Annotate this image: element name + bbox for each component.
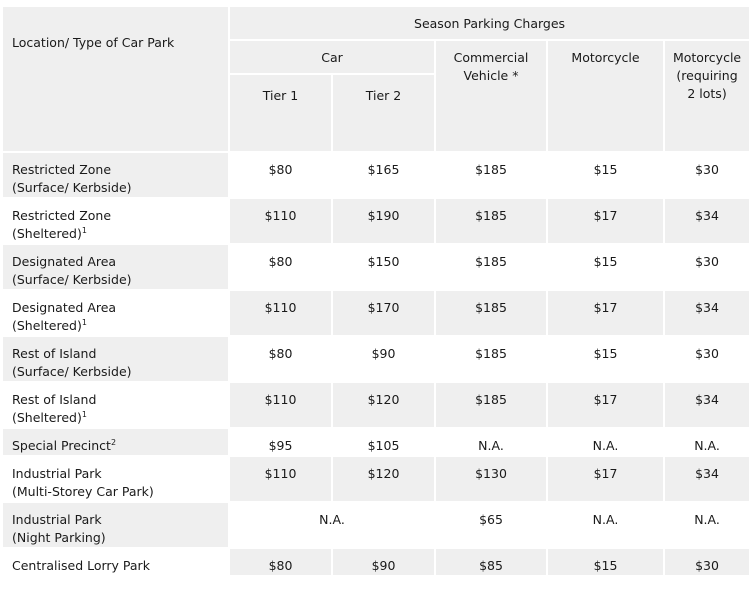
motorcycle-2-lots-header-line-2: (requiring	[676, 68, 738, 83]
tier-1-charge: $110	[229, 382, 332, 428]
location-cell	[2, 428, 229, 456]
motorcycle-header	[547, 40, 664, 152]
motorcycle-2-lots-charge: $30	[664, 244, 750, 290]
header-row-1	[2, 6, 750, 40]
tier-1-charge: $80	[229, 336, 332, 382]
car-charge-merged: N.A.	[229, 502, 435, 548]
location-subtype: (Sheltered)	[12, 226, 82, 241]
commercial-vehicle-header-line-1: Commercial	[453, 50, 529, 65]
location-type-header-label: Location/ Type of Car Park	[12, 35, 175, 50]
car-header-label: Car	[321, 50, 343, 65]
tier-1-header	[229, 74, 332, 152]
motorcycle-charge: $17	[547, 456, 664, 502]
tier-1-charge: $80	[229, 548, 332, 576]
tier-2-charge: $190	[332, 198, 435, 244]
tier-2-charge: $150	[332, 244, 435, 290]
motorcycle-charge: $17	[547, 198, 664, 244]
location-cell	[2, 336, 229, 382]
motorcycle-2-lots-charge: N.A.	[664, 502, 750, 548]
tier-2-charge: $120	[332, 382, 435, 428]
commercial-vehicle-charge: N.A.	[435, 428, 547, 456]
location-name: Rest of Island	[12, 346, 97, 361]
motorcycle-charge: $17	[547, 382, 664, 428]
location-cell	[2, 382, 229, 428]
table-row	[2, 456, 750, 502]
motorcycle-2-lots-header-line-1: Motorcycle	[672, 50, 742, 65]
location-name: Special Precinct	[12, 438, 111, 453]
table-row	[2, 548, 750, 576]
motorcycle-header-label: Motorcycle	[571, 50, 640, 65]
location-cell	[2, 290, 229, 336]
motorcycle-2-lots-charge: $34	[664, 456, 750, 502]
tier-2-header	[332, 74, 435, 152]
location-subtype: (Surface/ Kerbside)	[12, 180, 132, 195]
tier-2-charge: $90	[332, 548, 435, 576]
location-subtype: (Sheltered)	[12, 410, 82, 425]
footnote-marker: 2	[110, 437, 117, 447]
tier-2-header-label: Tier 2	[365, 88, 402, 103]
motorcycle-charge: $15	[547, 152, 664, 198]
motorcycle-2-lots-header	[664, 40, 750, 152]
motorcycle-2-lots-charge: $34	[664, 198, 750, 244]
tier-1-charge: $95	[229, 428, 332, 456]
commercial-vehicle-charge: $185	[435, 290, 547, 336]
table-row	[2, 382, 750, 428]
commercial-vehicle-header-line-2: Vehicle *	[463, 68, 519, 83]
location-subtype: (Sheltered)	[12, 318, 82, 333]
table-row	[2, 290, 750, 336]
commercial-vehicle-charge: $185	[435, 336, 547, 382]
motorcycle-2-lots-charge: $34	[664, 382, 750, 428]
table-row	[2, 244, 750, 290]
location-cell	[2, 548, 229, 576]
tier-1-header-label: Tier 1	[262, 88, 299, 103]
location-cell	[2, 456, 229, 502]
table-row	[2, 428, 750, 456]
motorcycle-2-lots-charge: $30	[664, 336, 750, 382]
location-cell	[2, 198, 229, 244]
tier-1-charge: $80	[229, 152, 332, 198]
location-subtype: (Night Parking)	[12, 530, 106, 545]
tier-2-charge: $170	[332, 290, 435, 336]
motorcycle-charge: $15	[547, 244, 664, 290]
commercial-vehicle-charge: $185	[435, 244, 547, 290]
motorcycle-2-lots-charge: $30	[664, 548, 750, 576]
footnote-marker: 1	[81, 317, 87, 327]
motorcycle-2-lots-charge: $30	[664, 152, 750, 198]
location-name: Restricted Zone	[12, 208, 112, 223]
motorcycle-2-lots-charge: N.A.	[664, 428, 750, 456]
location-cell	[2, 502, 229, 548]
tier-1-charge: $80	[229, 244, 332, 290]
location-name: Designated Area	[12, 300, 117, 315]
location-subtype: (Multi-Storey Car Park)	[12, 484, 154, 499]
location-name: Restricted Zone	[12, 162, 112, 177]
commercial-vehicle-charge: $130	[435, 456, 547, 502]
commercial-vehicle-charge: $85	[435, 548, 547, 576]
tier-1-charge: $110	[229, 290, 332, 336]
tier-2-charge: $165	[332, 152, 435, 198]
season-parking-charges-header	[229, 6, 750, 40]
commercial-vehicle-charge: $185	[435, 152, 547, 198]
table-row	[2, 198, 750, 244]
location-type-header	[2, 6, 229, 152]
tier-2-charge: $120	[332, 456, 435, 502]
tier-1-charge: $110	[229, 198, 332, 244]
tier-2-charge: $105	[332, 428, 435, 456]
motorcycle-charge: N.A.	[547, 428, 664, 456]
commercial-vehicle-header	[435, 40, 547, 152]
tier-2-charge: $90	[332, 336, 435, 382]
table-row	[2, 152, 750, 198]
season-parking-charges-title: Season Parking Charges	[414, 16, 566, 31]
location-name: Industrial Park	[12, 512, 102, 527]
motorcycle-2-lots-charge: $34	[664, 290, 750, 336]
commercial-vehicle-charge: $65	[435, 502, 547, 548]
location-subtype: (Surface/ Kerbside)	[12, 272, 132, 287]
commercial-vehicle-charge: $185	[435, 198, 547, 244]
season-parking-charges-table	[1, 5, 750, 577]
footnote-marker: 1	[81, 409, 87, 419]
tier-1-charge: $110	[229, 456, 332, 502]
car-header	[229, 40, 435, 74]
motorcycle-charge: $15	[547, 548, 664, 576]
location-name: Industrial Park	[12, 466, 102, 481]
location-cell	[2, 152, 229, 198]
motorcycle-charge: N.A.	[547, 502, 664, 548]
commercial-vehicle-charge: $185	[435, 382, 547, 428]
motorcycle-charge: $15	[547, 336, 664, 382]
location-name: Centralised Lorry Park	[12, 558, 150, 573]
location-cell	[2, 244, 229, 290]
location-subtype: (Surface/ Kerbside)	[12, 364, 132, 379]
motorcycle-2-lots-header-line-3: 2 lots)	[687, 86, 727, 101]
table-row	[2, 502, 750, 548]
location-name: Designated Area	[12, 254, 117, 269]
location-name: Rest of Island	[12, 392, 97, 407]
footnote-marker: 1	[81, 225, 87, 235]
table-row	[2, 336, 750, 382]
motorcycle-charge: $17	[547, 290, 664, 336]
